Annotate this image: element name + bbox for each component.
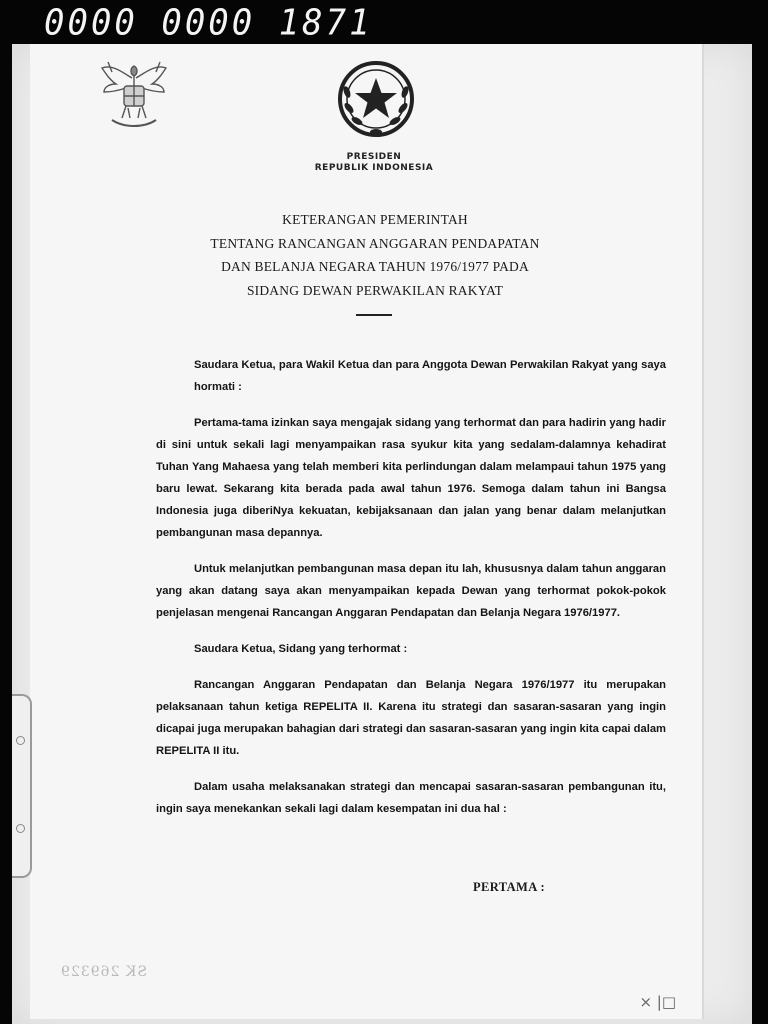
- body-paragraph-1: Pertama-tama izinkan saya mengajak sidang yang terhormat dan para hadirin yang hadir di sini untuk sekali lagi menyampaikan rasa syukur kita yang sedalam-dalamnya kehadirat Tuhan Yang Mahaesa yang telah memberi kita perlindungan dalam melampaui tahun 1975 yang baru lewat. Sekarang kita berada pada awal tahun 1976. Semoga dalam tahun ini Bangsa Indonesia juga diberiNya kekuatan, kebijaksanaan dan jalan yang benar dalam melanjutkan pembangunan masa depannya.: [156, 417, 666, 539]
- scanned-sheet: [12, 44, 752, 1024]
- letterhead-line-republik: REPUBLIK INDONESIA: [314, 163, 434, 173]
- title-line-4: SIDANG DEWAN PERWAKILAN RAKYAT: [246, 282, 504, 298]
- salutation-paragraph: Saudara Ketua, para Wakil Ketua dan para Anggota Dewan Perwakilan Rakyat yang saya hormati :: [194, 359, 666, 393]
- body-paragraph-2: Untuk melanjutkan pembangunan masa depan itu lah, khususnya dalam tahun anggaran yang akan datang saya akan menyampaikan kepada Dewan yang terhormat pokok-pokok penjelasan mengenai Rancangan Anggaran Pendapatan dan Belanja Negara 1976/1977.: [156, 563, 666, 619]
- title-line-2: TENTANG RANCANGAN ANGGARAN PENDAPATAN: [210, 235, 540, 251]
- title-line-3: DAN BELANJA NEGARA TAHUN 1976/1977 PADA: [221, 259, 529, 274]
- presidential-seal-icon: [335, 58, 417, 140]
- letterhead-line-presiden: PRESIDEN: [346, 152, 402, 162]
- document-title: [170, 208, 580, 302]
- binding-hole-icon: [16, 736, 25, 745]
- body-paragraph-4: Rancangan Anggaran Pendapatan dan Belanja Negara 1976/1977 itu merupakan pelaksanaan tahun ketiga REPELITA II. Karena itu strategi dan sasaran-sasaran yang ingin dicapai juga merupakan bahagian dari strategi dan sasaran-sasaran yang ingin kita capai dalam REPELITA II itu.: [156, 679, 666, 757]
- document-page: [30, 44, 704, 1019]
- letterhead: [288, 152, 460, 174]
- serial-stamp: SK 269329: [60, 964, 147, 980]
- title-line-1: KETERANGAN PEMERINTAH: [282, 212, 468, 227]
- binding-tab: [12, 694, 32, 878]
- binding-hole-icon: [16, 824, 25, 833]
- body-paragraph-5: Dalam usaha melaksanakan strategi dan mencapai sasaran-sasaran pembangunan itu, ingin saya menekankan sekali lagi dalam kesempatan ini dua hal :: [156, 781, 666, 815]
- document-body: [156, 354, 666, 834]
- corner-marks: × |□: [639, 993, 676, 1011]
- continuation-label: PERTAMA :: [473, 880, 546, 894]
- frame-counter: 0000 0000 1871: [44, 2, 373, 45]
- title-divider: [356, 314, 392, 316]
- body-paragraph-3: Saudara Ketua, Sidang yang terhormat :: [194, 643, 408, 655]
- garuda-emblem-icon: [94, 54, 174, 134]
